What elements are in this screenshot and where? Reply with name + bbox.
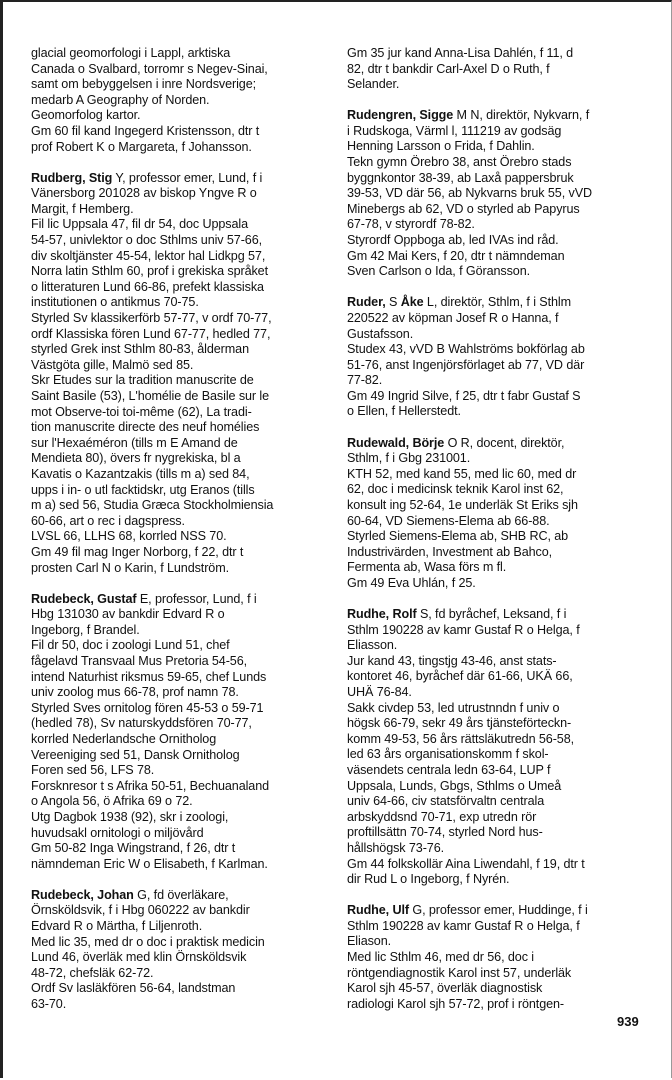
text-line: m a) sed 56, Studia Græca Stockholmiensia (31, 498, 274, 513)
entry-name: Rudberg, Stig (31, 170, 113, 185)
entry-text: M N, direktör, Nykvarn, f (453, 108, 590, 123)
text-line: Gm 49 Ingrid Silve, f 25, dtr t fabr Gustaf S (347, 388, 581, 403)
text-line: Industrivärden, Investment ab Bahco, (347, 544, 553, 559)
entry-gap (347, 888, 649, 904)
text-line: Gm 50-82 Inga Wingstrand, f 26, dtr t (31, 841, 236, 856)
entry-gap (31, 155, 331, 171)
entry-name: Rudhe, Ulf (347, 903, 409, 918)
text-line: Fermenta ab, Wasa förs m fl. (347, 560, 507, 575)
text-line: div skoltjänster 45-54, lektor hal Lidkpg 57, (31, 248, 266, 263)
text-line: Örnsköldsvik, f i Hbg 060222 av bankdir (31, 903, 250, 918)
text-line: Gm 49 fil mag Inger Norborg, f 22, dtr t (31, 544, 244, 559)
text-line: glacial geomorfologi i Lappl, arktiska (31, 46, 231, 60)
text-line: Sthlm, f i Gbg 231001. (347, 451, 471, 466)
text-line: Geomorfolog kartor. (31, 108, 141, 123)
text-line: fågelavd Transvaal Mus Pretoria 54-56, (31, 653, 248, 668)
entry-name: Rudewald, Börje (347, 435, 445, 450)
text-line: 77-82. (347, 373, 383, 388)
text-line: Ordf Sv lasläkfören 56-64, landstman (31, 981, 236, 996)
text-line: högsk 66-79, sekr 49 års tjänsteförteckn- (347, 716, 572, 731)
text-line: Vänersborg 201028 av biskop Yngve R o (31, 186, 257, 201)
text-line: KTH 52, med kand 55, med lic 60, med dr (347, 466, 577, 481)
right-column (347, 46, 649, 1012)
left-column (31, 46, 331, 1013)
entry-gap (31, 872, 331, 888)
text-line: Gustafsson. (347, 326, 414, 341)
text-line: Gm 49 Eva Uhlán, f 25. (347, 575, 476, 590)
entry-heading-line (347, 108, 649, 124)
entry-name-given: Åke (400, 295, 424, 310)
text-line: Kavatis o Kazantzakis (tills m a) sed 84, (31, 466, 250, 481)
text-line: byggnkontor 38-39, ab Laxå pappersbruk (347, 170, 574, 185)
text-line: Med lic Sthlm 46, med dr 56, doc i (347, 949, 534, 964)
text-line: Gm 42 Mai Kers, f 20, dtr t nämndeman (347, 248, 565, 263)
text-line: styrled Grek inst Sthlm 80-83, ålderman (31, 342, 249, 357)
text-line: samt om bebyggelsen i inre Nordsverige; (31, 77, 256, 92)
text-line: Mendieta 80), övers fr nygrekiska, bl a (31, 451, 241, 466)
entry-name: Rudebeck, Gustaf (31, 591, 137, 606)
text-line: Västgöta gille, Malmö sed 85. (31, 357, 194, 372)
text-line: ordf Klassiska fören Lund 67-77, hedled 77, (31, 326, 271, 341)
text-line: 54-57, univlektor o doc Sthlms univ 57-66, (31, 233, 263, 248)
text-line: radiologi Karol sjh 57-72, prof i röntgen- (347, 996, 565, 1011)
text-line: Selander. (347, 77, 400, 92)
text-line: nämndeman Eric W o Elisabeth, f Karlman. (31, 856, 268, 871)
text-line: upps i in- o utl facktidskr, utg Eranos (tills (31, 482, 255, 497)
text-line: Eliason. (347, 934, 392, 949)
text-line: Margit, f Hemberg. (31, 201, 134, 216)
text-line: 60-64, VD Siemens-Elema ab 66-88. (347, 513, 550, 528)
entry-heading-line (347, 295, 649, 311)
entry-initial: S (385, 295, 401, 310)
text-line: (hedled 78), Sv naturskyddsfören 70-77, (31, 716, 252, 731)
text-line: led 63 års organisationskomm f skol- (347, 747, 549, 762)
text-line: kontoret 46, byråchef där 61-66, UKÄ 66, (347, 669, 573, 684)
text-line: Sthlm 190228 av kamr Gustaf R o Helga, f (347, 622, 580, 637)
text-line: 220522 av köpman Josef R o Hanna, f (347, 310, 559, 325)
text-line: Foren sed 56, LFS 78. (31, 763, 155, 778)
entry-text: O R, docent, direktör, (444, 435, 565, 450)
text-line: i Rudskoga, Värml l, 111219 av godsäg (347, 123, 562, 138)
text-line: Uppsala, Lunds, Gbgs, Sthlms o Umeå (347, 778, 562, 793)
text-line: prosten Carl N o Karin, f Lundström. (31, 560, 229, 575)
entry-name: Rudengren, Sigge (347, 108, 454, 123)
text-line: Fil lic Uppsala 47, fil dr 54, doc Uppsala (31, 217, 248, 232)
text-line: komm 49-53, 56 års rättsläkutredn 56-58, (347, 731, 574, 746)
text-line: korrled Nederlandsche Ornitholog (31, 731, 217, 746)
text-line: Jur kand 43, tingstjg 43-46, anst stats- (347, 653, 557, 668)
entry-heading-line (347, 607, 649, 623)
text-line: univ 64-66, civ statsförvaltn centrala (347, 794, 545, 809)
text-line: o Ellen, f Hellerstedt. (347, 404, 461, 419)
text-line: dir Rud L o Ingeborg, f Nyrén. (347, 872, 510, 887)
entry-heading-line (31, 888, 331, 904)
entry-heading-line (31, 592, 331, 608)
text-line: Sakk civdep 53, led utrustnndn f univ o (347, 700, 560, 715)
text-line: Ingeborg, f Brandel. (31, 622, 140, 637)
text-line: Minebergs ab 62, VD o styrled ab Papyrus (347, 201, 580, 216)
text-line: Styrordf Oppboga ab, led IVAs ind råd. (347, 233, 559, 248)
entry-gap (347, 280, 649, 296)
text-line: LVSL 66, LLHS 68, korrled NSS 70. (31, 529, 227, 544)
text-line: univ zoolog mus 66-78, prof namn 78. (31, 685, 239, 700)
text-line: 82, dtr t bankdir Carl-Axel D o Ruth, f (347, 61, 550, 76)
page-number: 939 (617, 1014, 639, 1029)
text-line: mot Observe-toi toi-même (62), La tradi- (31, 404, 252, 419)
text-line: Utg Dagbok 1938 (92), skr i zoologi, (31, 809, 229, 824)
text-line: prof Robert K o Margareta, f Johansson. (31, 139, 252, 154)
text-line: Tekn gymn Örebro 38, anst Örebro stads (347, 155, 572, 170)
text-line: konsult ing 52-64, 1e underläk St Eriks sjh (347, 497, 578, 512)
text-line: Henning Larsson o Frida, f Dahlin. (347, 139, 535, 154)
entry-heading-line (31, 171, 331, 187)
text-line: o litteraturen Lund 66-86, prefekt klassiska (31, 279, 264, 294)
text-line: Fil dr 50, doc i zoologi Lund 51, chef (31, 638, 230, 653)
text-line: väsendets centrala ledn 63-64, LUP f (347, 762, 551, 777)
text-line: Eliasson. (347, 638, 398, 653)
text-line: 51-76, anst Ingenjörsförlaget ab 77, VD där (347, 357, 585, 372)
text-line: Sven Carlson o Ida, f Göransson. (347, 264, 531, 279)
text-line: Studex 43, vVD B Wahlströms bokförlag ab (347, 342, 585, 357)
entry-text: G, professor emer, Huddinge, f i (408, 903, 588, 918)
entry-name: Rudebeck, Johan (31, 887, 134, 902)
text-line: 63-70. (31, 996, 67, 1011)
text-line: institutionen o antikmus 70-75. (31, 295, 199, 310)
entry-heading-line (347, 903, 649, 919)
entry-gap (347, 592, 649, 608)
text-line: Sthlm 190228 av kamr Gustaf R o Helga, f (347, 918, 580, 933)
text-line: Skr Etudes sur la tradition manuscrite de (31, 373, 254, 388)
text-line: Karol sjh 45-57, överläk diagnostisk (347, 981, 543, 996)
text-line: Vereeniging sed 51, Dansk Ornitholog (31, 747, 240, 762)
text-line: hållshögsk 73-76. (347, 840, 445, 855)
text-line: Hbg 131030 av bankdir Edvard R o (31, 607, 225, 622)
entry-text: E, professor, Lund, f i (136, 591, 257, 606)
entry-text: Y, professor emer, Lund, f i (112, 170, 263, 185)
text-line: Norra latin Sthlm 60, prof i grekiska språket (31, 264, 268, 279)
text-line: Styrled Sv klassikerförb 57-77, v ordf 70-77, (31, 311, 272, 325)
text-line: huvudsakl ornitologi o miljövård (31, 825, 204, 840)
text-line: intend Naturhist riksmus 59-65, chef Lunds (31, 669, 267, 684)
text-line: 60-66, art o rec i dagspress. (31, 513, 185, 528)
entry-text: L, direktör, Sthlm, f i Sthlm (423, 295, 571, 310)
text-line: 48-72, chefsläk 62-72. (31, 965, 154, 980)
entry-text: G, fd överläkare, (133, 887, 229, 902)
text-line: Lund 46, överläk med klin Örnsköldsvik (31, 950, 247, 965)
entry-name: Ruder, (347, 295, 386, 310)
entry-gap (347, 93, 649, 109)
text-line: Canada o Svalbard, torromr s Negev-Sinai, (31, 61, 268, 76)
text-line: UHÄ 76-84. (347, 684, 412, 699)
text-line: sur l'Hexaéméron (tills m E Amand de (31, 435, 238, 450)
text-line: medarb A Geography of Norden. (31, 92, 210, 107)
text-line: tion manuscrite directe des neuf homélies (31, 420, 260, 435)
text-line: Styrled Sves ornitolog fören 45-53 o 59-71 (31, 700, 264, 715)
text-line: röntgendiagnostik Karol inst 57, underläk (347, 965, 572, 980)
text-line: proftillsättn 70-74, styrled Nord hus- (347, 825, 543, 840)
entry-gap (347, 420, 649, 436)
text-line: Gm 60 fil kand Ingegerd Kristensson, dtr t (31, 123, 260, 138)
entry-gap (31, 576, 331, 592)
text-line: 62, doc i medicinsk teknik Karol inst 62, (347, 482, 564, 497)
entry-heading-line (347, 436, 649, 452)
text-line: Saint Basile (53), L'homélie de Basile sur le (31, 388, 270, 403)
text-line: Med lic 35, med dr o doc i praktisk medicin (31, 934, 265, 949)
text-line: 39-53, VD där 56, ab Nykvarns bruk 55, vVD (347, 186, 592, 201)
text-line: o Angola 56, ö Afrika 69 o 72. (31, 794, 193, 809)
text-line: Styrled Siemens-Elema ab, SHB RC, ab (347, 529, 569, 544)
entry-text: S, fd byråchef, Leksand, f i (416, 607, 567, 621)
text-line: Edvard R o Märtha, f Liljenroth. (31, 918, 203, 933)
text-line: Forsknresor t s Afrika 50-51, Bechuanaland (31, 778, 270, 793)
entry-name: Rudhe, Rolf (347, 607, 417, 621)
text-line: Gm 44 folkskollär Aina Liwendahl, f 19, dtr t (347, 856, 585, 871)
text-line: 67-78, v styrordf 78-82. (347, 217, 475, 232)
text-line: arbskyddsnd 70-71, exp utredn rör (347, 809, 537, 824)
text-line: Gm 35 jur kand Anna-Lisa Dahlén, f 11, d (347, 46, 574, 60)
